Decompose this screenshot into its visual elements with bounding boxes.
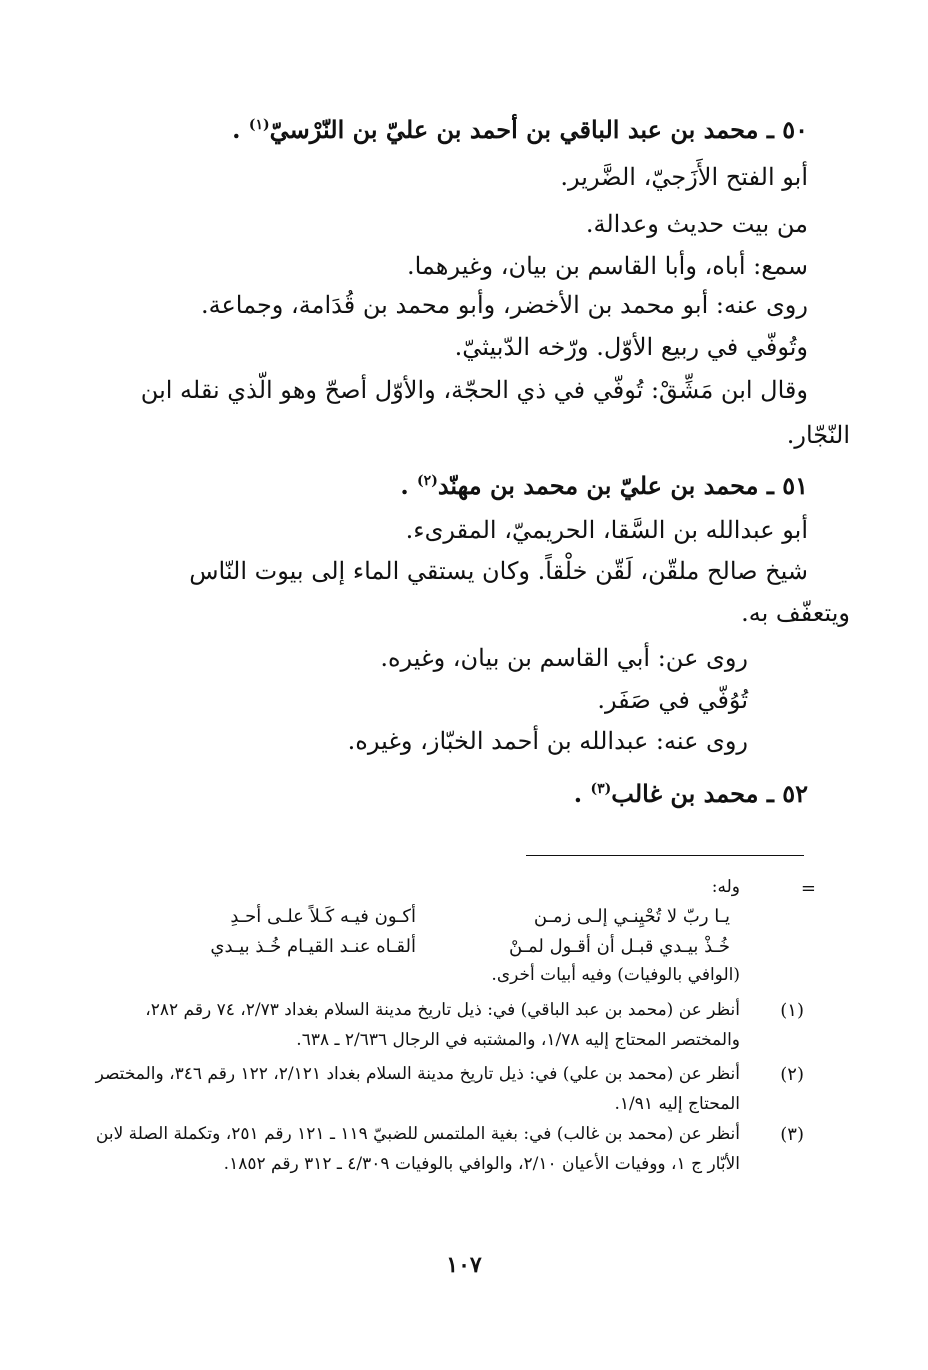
verse-hemistich: أكـون فيـه كَـلاً علـى أحـدِ <box>230 906 416 927</box>
footnote-text: أنظر عن (محمد بن علي) في: ذيل تاريخ مدينة السلام بغداد ٢/١٢١، ١٢٢ رقم ٣٤٦، والمختصر المحتاج إليه ١/٩١. <box>95 1064 740 1114</box>
entry-heading <box>400 472 808 500</box>
footnote-reference: (٣) <box>590 781 612 797</box>
verse-hemistich: خُـذْ بيـدي قبـل أن أقـول لمـنْ <box>509 936 730 957</box>
entry-line: سمع: أباه، وأبا القاسم بن بيان، وغيرهما. <box>406 252 808 280</box>
heading-punctuation: . <box>400 471 418 500</box>
footnote-reference: (٢) <box>417 473 438 489</box>
entry-title: ٥١ ـ محمد بن عليّ بن محمد بن مهنّد <box>437 471 808 500</box>
verse-hemistich: يـا ربّ لا تُحْيِنـي إلـى زمـن <box>533 906 730 927</box>
entry-line: روى عنه: أبو محمد بن الأخضر، وأبو محمد بن قُدَامة، وجماعة. <box>200 291 808 319</box>
footnote-marker: (٢) <box>780 1064 804 1085</box>
continuation-source: (الوافي بالوفيات) وفيه أبيات أخرى. <box>491 965 740 985</box>
footnote-marker: (١) <box>780 1000 804 1021</box>
footnote-text: أنظر عن (محمد بن غالب) في: بغية الملتمس للضبيّ ١١٩ ـ ١٢١ رقم ٢٥١، وتكملة الصلة لابن الأبّار ج ١، ووفيات الأعيان ٢/١٠، والوافي بالوفيات ٤/٣٠٩ ـ ٣١٢ رقم ١٨٥٢. <box>95 1124 740 1174</box>
heading-punctuation: . <box>573 779 591 808</box>
entry-line: روى عن: أبي القاسم بن بيان، وغيره. <box>380 644 748 672</box>
entry-line: تُوُفّي في صَفَر. <box>597 686 748 714</box>
footnote-reference: (١) <box>248 117 270 133</box>
heading-punctuation: . <box>232 115 249 144</box>
entry-line: النّجّار. <box>786 421 850 449</box>
continuation-mark: = <box>800 878 816 899</box>
entry-heading <box>574 780 808 808</box>
verse-hemistich: ألقـاه عنـد القيـام خُـذ بيـدي <box>210 936 416 957</box>
entry-line: وتُوفّي في ربيع الأوّل. ورّخه الدّبيثيّ. <box>454 333 808 361</box>
entry-line: روى عنه: عبدالله بن أحمد الخبّاز، وغيره. <box>347 727 748 755</box>
entry-line: ويتعفّف به. <box>741 599 850 627</box>
continuation-intro: وله: <box>711 877 740 897</box>
page-number: ١٠٧ <box>446 1252 482 1278</box>
footnote-marker: (٣) <box>780 1124 804 1145</box>
footnote-text: أنظر عن (محمد بن عبد الباقي) في: ذيل تاريخ مدينة السلام بغداد ٢/٧٣، ٧٤ رقم ٢٨٢، والمختصر المحتاج إليه ١/٧٨، والمشتبه في الرجال ٢/٦٣٦ ـ ٦٣٨. <box>145 1000 740 1050</box>
entry-line: وقال ابن مَشِّقْ: تُوفّي في ذي الحجّة، والأوّل أصحّ وهو الّذي نقله ابن <box>140 376 808 404</box>
entry-heading <box>232 116 808 144</box>
entry-line: أبو الفتح الأَزَجيّ، الضَّرير. <box>560 163 808 191</box>
entry-title: ٥٠ ـ محمد بن عبد الباقي بن أحمد بن عليّ بن النّرْسيّ <box>269 115 808 144</box>
entry-line: شيخ صالح ملقّن، لَقّن خلْقاً. وكان يستقي الماء إلى بيوت النّاس <box>189 557 808 585</box>
entry-line: من بيت حديث وعدالة. <box>585 210 808 238</box>
footnote-divider <box>526 855 804 856</box>
entry-line: أبو عبدالله بن السَّقا، الحريميّ، المقرىء. <box>405 516 808 544</box>
entry-title: ٥٢ ـ محمد بن غالب <box>611 779 808 808</box>
